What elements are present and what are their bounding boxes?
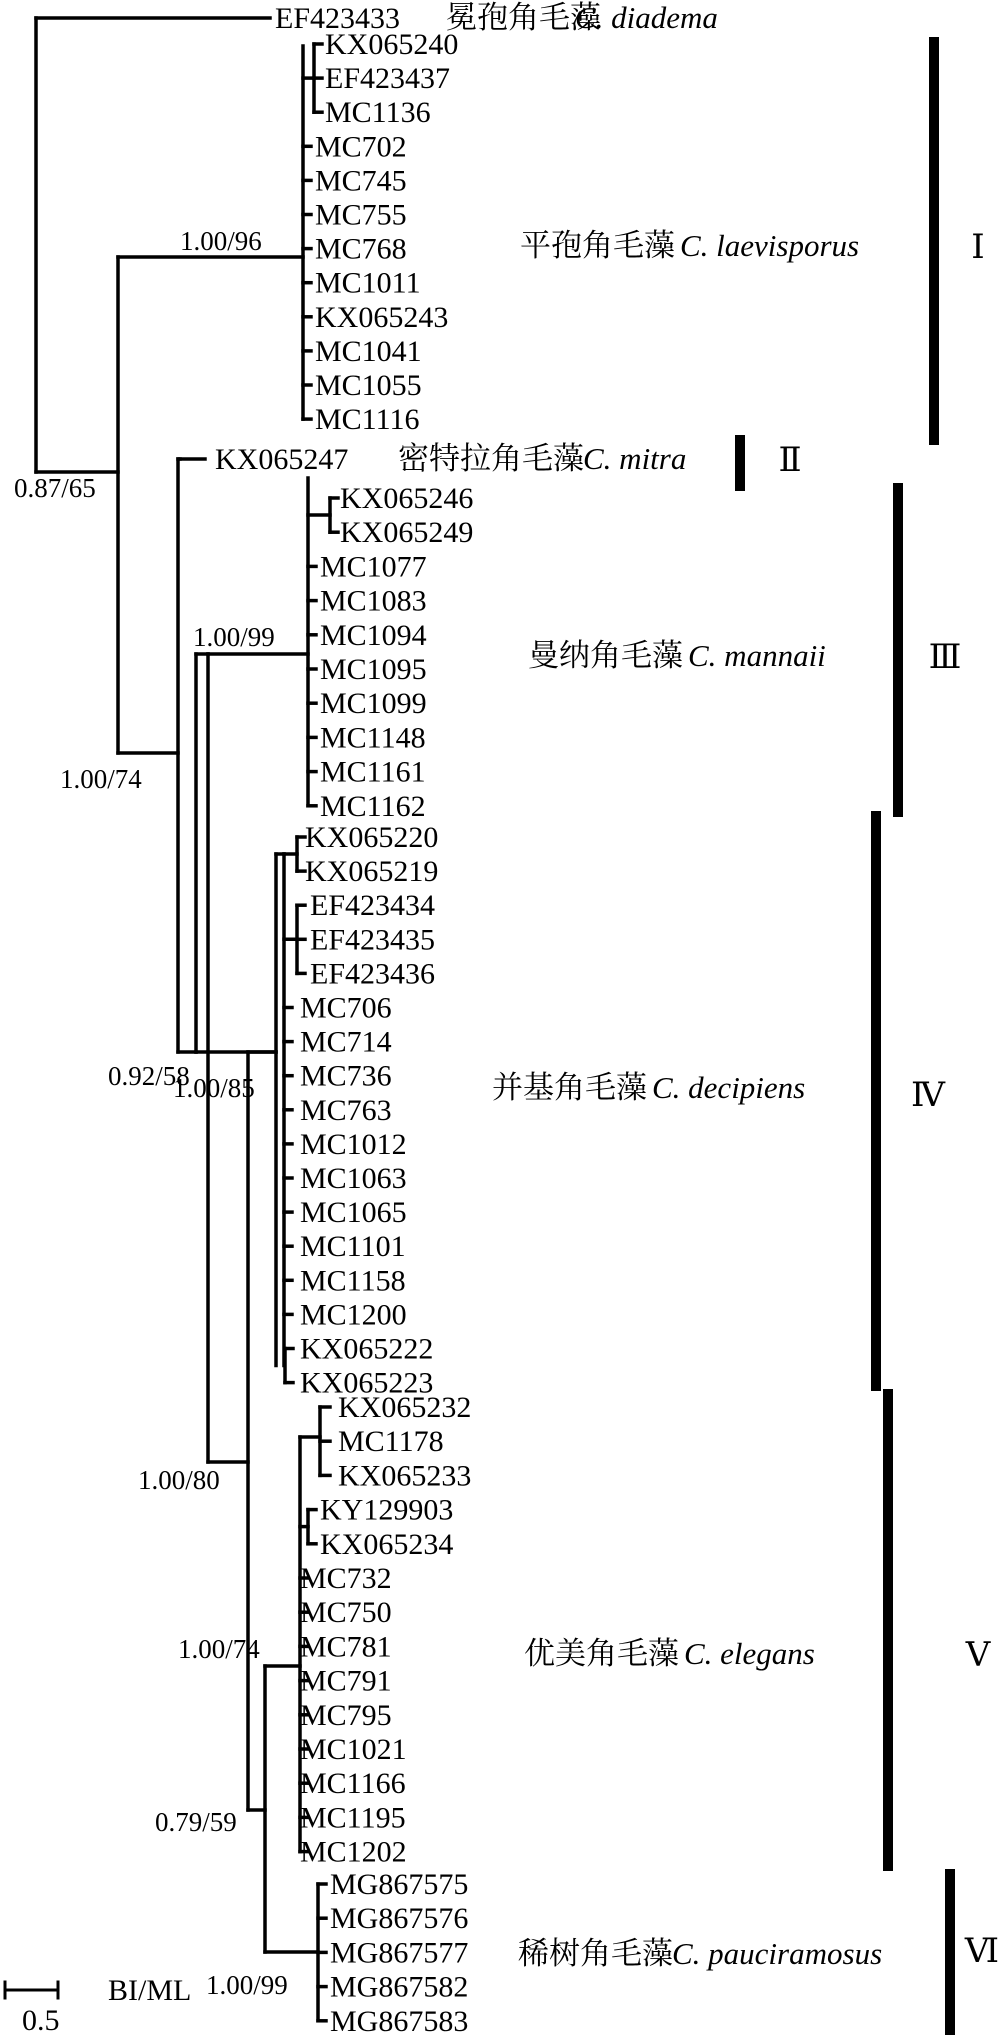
tip-label: KX065246 <box>340 482 474 515</box>
tip-label: MC736 <box>300 1059 392 1093</box>
tip-label: MC768 <box>315 232 407 266</box>
clade-numeral: Ⅴ <box>965 1637 991 1674</box>
tip-label: MC745 <box>315 164 407 198</box>
tip-label: MC1158 <box>300 1264 406 1298</box>
support-value: 1.00/99 <box>193 622 275 652</box>
tip-label: MC781 <box>300 1630 392 1664</box>
tip-label: MC791 <box>300 1664 392 1698</box>
support-value: 0.92/58 <box>108 1061 190 1091</box>
clade-species-label <box>518 1936 882 1971</box>
tip-label: MG867577 <box>330 1936 469 1970</box>
tip-label: MC714 <box>300 1025 392 1059</box>
tip-label: MC1200 <box>300 1298 407 1332</box>
tip-label: MC1195 <box>300 1801 406 1835</box>
tip-label: MC702 <box>315 130 407 164</box>
species-latin-name: C. mannaii <box>688 638 826 673</box>
species-chinese-name: 密特拉角毛藻 <box>398 441 584 476</box>
tip-label: MC1178 <box>338 1425 444 1459</box>
tip-label: MC1021 <box>300 1733 407 1766</box>
tip-label: MC732 <box>300 1562 392 1595</box>
tip-label: MC750 <box>300 1596 392 1630</box>
species-latin-name: C. diadema <box>575 0 718 35</box>
species-chinese-name: 曼纳角毛藻 <box>528 638 683 673</box>
tip-label: MC1063 <box>300 1162 407 1195</box>
tip-label: MC1095 <box>320 653 427 686</box>
tip-label: KX065240 <box>325 28 459 61</box>
clade-numeral: Ⅳ <box>911 1077 945 1114</box>
tip-label: MC1162 <box>320 789 426 823</box>
tip-label: KX065219 <box>305 855 439 889</box>
tip-label: MC755 <box>315 198 407 232</box>
species-chinese-name: 优美角毛藻 <box>524 1636 679 1671</box>
species-chinese-name: 并基角毛藻 <box>492 1070 647 1105</box>
tip-label: MC763 <box>300 1093 392 1127</box>
clade-numeral: Ⅲ <box>928 639 962 676</box>
method-label: BI/ML <box>108 1974 192 2007</box>
tip-label: MC1065 <box>300 1196 407 1230</box>
tip-label: KY129903 <box>320 1493 454 1527</box>
tip-label: MC1148 <box>320 721 426 755</box>
tip-label: MC706 <box>300 991 392 1025</box>
support-value: 0.87/65 <box>14 473 96 503</box>
tip-label: KX065234 <box>320 1527 454 1561</box>
support-value: 1.00/85 <box>173 1073 255 1103</box>
support-value: 1.00/74 <box>60 764 142 794</box>
tip-label-outgroup: EF423433 <box>275 2 401 35</box>
tip-label: KX065249 <box>340 516 474 550</box>
tip-label: MG867575 <box>330 1868 469 1901</box>
tip-label: MC1041 <box>315 334 422 368</box>
clade-species-label <box>492 1070 805 1105</box>
species-chinese-name: 冕孢角毛藻 <box>446 0 601 35</box>
species-latin-name: C. mitra <box>583 441 687 476</box>
clade-numeral: Ⅵ <box>964 1933 1000 1970</box>
tip-label: EF423434 <box>310 889 436 923</box>
tip-label: MC795 <box>300 1698 392 1732</box>
clade-species-label <box>524 1636 815 1671</box>
tip-label: MG867576 <box>330 1902 469 1936</box>
tip-label: MC1166 <box>300 1767 406 1801</box>
tip-label: KX065233 <box>338 1459 472 1493</box>
tip-label: MC1136 <box>325 96 431 130</box>
tip-label: MC1116 <box>315 403 420 437</box>
tip-label: MC1101 <box>300 1230 406 1264</box>
tip-label: MC1083 <box>320 584 427 618</box>
support-value: 1.00/96 <box>180 226 262 256</box>
tip-label: MG867583 <box>330 2004 469 2035</box>
support-value: 0.79/59 <box>155 1807 237 1837</box>
tip-label: EF423436 <box>310 957 436 991</box>
tip-label: MC1099 <box>320 687 427 721</box>
clade-species-label <box>398 441 686 476</box>
tip-label: MC1161 <box>320 755 426 789</box>
clade-species-label <box>520 228 859 263</box>
outgroup-species-label <box>446 0 718 35</box>
support-value: 1.00/99 <box>206 1970 288 2000</box>
species-chinese-name: 平孢角毛藻 <box>520 228 675 263</box>
tip-label: MG867582 <box>330 1970 469 2004</box>
species-latin-name: C. elegans <box>684 1636 815 1671</box>
tip-label: MC1055 <box>315 369 422 402</box>
clade-numeral: Ⅱ <box>778 442 802 479</box>
species-latin-name: C. decipiens <box>652 1070 806 1105</box>
tip-label: MC1012 <box>300 1127 407 1161</box>
support-value: 1.00/80 <box>138 1465 220 1495</box>
tip-label: EF423437 <box>325 62 451 96</box>
tip-label: KX065222 <box>300 1332 434 1366</box>
tip-label: EF423435 <box>310 923 436 957</box>
species-latin-name: C. laevisporus <box>680 228 860 263</box>
tip-label: KX065223 <box>300 1366 434 1400</box>
tip-label: MC1094 <box>320 618 427 652</box>
tip-label: KX065247 <box>215 443 349 476</box>
clade-numeral: Ⅰ <box>971 229 985 266</box>
species-chinese-name: 稀树角毛藻 <box>518 1936 673 1971</box>
tip-label: MC1011 <box>315 266 421 300</box>
tip-label: MC1077 <box>320 550 427 584</box>
support-value: 1.00/74 <box>178 1634 260 1664</box>
scale-value: 0.5 <box>22 2004 60 2035</box>
tip-label: KX065232 <box>338 1391 472 1424</box>
species-latin-name: C. pauciramosus <box>672 1936 883 1971</box>
clade-species-label <box>528 638 826 673</box>
tip-label: MC1202 <box>300 1835 407 1869</box>
tip-label: KX065243 <box>315 300 449 334</box>
tip-label: KX065220 <box>305 821 439 854</box>
